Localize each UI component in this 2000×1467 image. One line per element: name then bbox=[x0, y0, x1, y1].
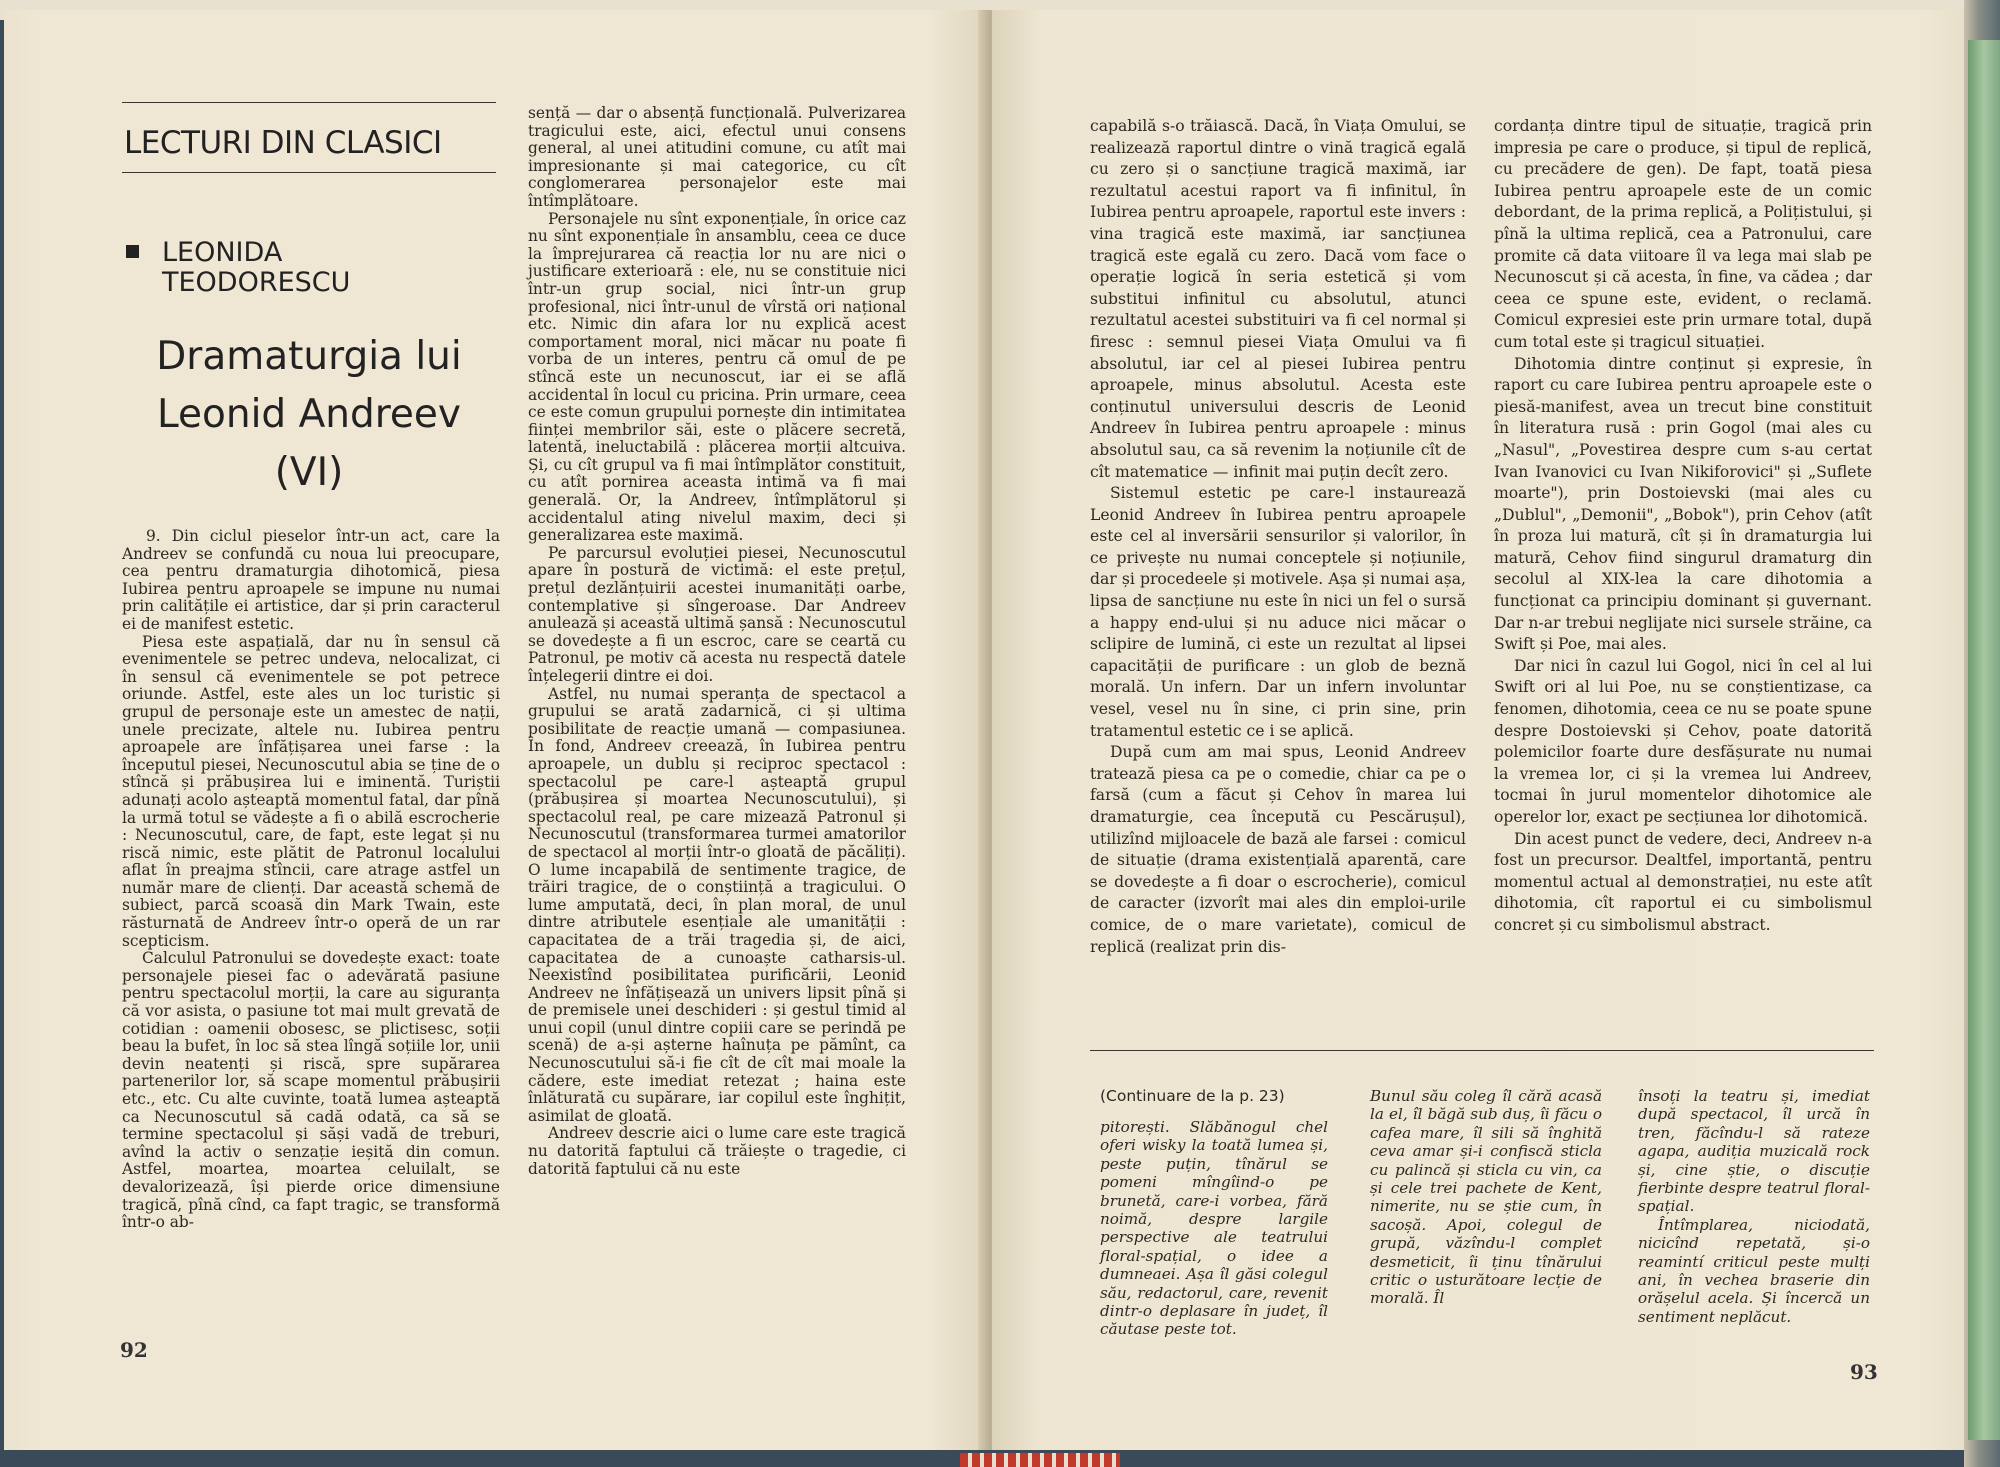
paragraph: Personajele nu sînt exponențiale, în orice caz nu sînt exponențiale în ansamblu, ceea ce duce la împrejurarea că reacția lor nu are nici o justificare exterioară : ele, nu se constituie nici într-un grup social, nici într-un grup profesional, nici într-unul de vîrstă ori național etc. Nimic din afara lor nu explică acest comportament moral, nici măcar nu poate fi vorba de un interes, pentru că omul de pe stîncă este un necunoscut, iar ei se află accidental în locul cu pricina. Prin urmare, ceea ce este comun grupului pornește din intimitatea ființei membrilor săi, este o plăcere secretă, latentă, ineluctabilă : plăcerea morții altcuiva. Și, cu cît grupul va fi mai întîmplător constituit, cu atît pornirea aceasta intimă va fi mai generală. Or, la Andreev, întîmplătorul și accidentalul ating nivelul maxim, deci și generalizarea este maximă. bbox=[528, 209, 906, 545]
paragraph: Astfel, nu numai speranța de spectacol a grupului se arată zadarnică, ci și ultima posibilitate de reacție umană — compasiunea. În fond, Andreev creează, în Iubirea pentru aproapele, un dublu și reciproc spectacol : spectacolul pe care-l așteaptă grupul (prăbușirea și moartea Necunoscutului), și spectacolul real, pe care mizează Patronul și Necunoscutul (transformarea turmei amatorilor de spectacol al morții într-o gloată de păcăliți). O lume incapabilă de sentimente tragice, de trăiri tragice, de o conștiință a tragicului. O lume amputată, deci, în plan moral, de unul dintre atributele esențiale ale umanității : capacitatea de a trăi tragedia și, de aici, capacitatea de a cunoaște catharsis-ul. Neexistînd posibilitatea purificării, Leonid Andreev ne înfățișează un univers lipsit pînă și de premisele unei deschideri : și gestul timid al unui copil (unul dintre copiii care se perindă pe scenă) de a-și așterne haînuța pe pămînt, ca Necunoscutului să-i fie cît de cît mai moale la cădere, este imediat retezat ; haina este înlăturată cu supărare, iar copilul este înghițit, asimilat de gloată. bbox=[528, 684, 906, 1125]
article-title bbox=[124, 328, 494, 502]
paragraph: Întîmplarea, niciodată, nicicînd repetată, și-o reamintí criticul peste mulți ani, în vechea braserie din orășelul acela. Și încercă un sentiment neplăcut. bbox=[1638, 1215, 1870, 1326]
page-number-left: 92 bbox=[120, 1338, 148, 1362]
paragraph: După cum am mai spus, Leonid Andreev tratează piesa ca pe o comedie, chiar ca pe o farsă (cum a făcut și Cehov în marea lui dramaturgie, cea începută cu Pescărușul), utilizînd mijloacele de bază ale farsei : comicul de situație (drama existențială aparentă, care se dovedește a fi doar o escrocherie), comicul de caracter (izvorît mai ales din emploi-urile comice, de o mare varietate), comicul de replică (realizat prin dis- bbox=[1090, 743, 1466, 956]
paragraph: Calculul Patronului se dovedește exact: toate personajele piesei fac o adevărată pasiune pentru spectacolul morții, la care au siguranța că vor asista, o pasiune tot mai mult grevată de cotidian : oamenii obosesc, se plictisesc, soții beau la bufet, în loc să stea lîngă soțiile lor, unii devin neatenți și riscă, spre supărarea partenerilor lor, să scape momentul prăbușirii etc., etc. Cu alte cuvinte, toată lumea așteaptă ca Necunoscutul să cadă odată, ca să se termine spectacolul și săși vadă de treburi, avînd la activ o senzație ieșită din comun. Astfel, moartea, moartea celuilalt, se devalorizează, își pierde orice dimensiune tragică, pînă cînd, ca fapt tragic, se transformă într-o ab- bbox=[122, 949, 500, 1232]
paragraph: capabilă s-o trăiască. Dacă, în Viața Omului, se realizează raportul dintre o vină tragică egală cu zero și o sancțiune tragică maximă, iar rezultatul acestui raport va fi infinitul, în Iubirea pentru aproapele, raportul este invers : vina tragică este maximă, iar sancțiunea tragică este egală cu zero. Dacă vom face o operație logică în seria estetică și vom substitui infinitul cu absolutul, atunci rezultatul acestei substituiri va fi cel normal și firesc : semnul piesei Viața Omului va fi absolutul, iar cel al piesei Iubirea pentru aproapele, minus absolutul. Acesta este conținutul universului descris de Leonid Andreev în Iubirea pentru aproapele : minus absolutul sau, ca să revenim la noțiunile cît de cît matematice — infinit mai puțin decît zero. bbox=[1090, 117, 1466, 481]
title-line: (VI) bbox=[274, 450, 344, 495]
paragraph: Piesa este aspațială, dar nu în sensul că evenimentele se petrec undeva, nelocalizat, ci în sensul că evenimentele se pot petrece oriunde. Astfel, este ales un loc turistic și grupul de personaje este un amestec de nații, unele precizate, altele nu. Iubirea pentru aproapele are înfățișarea unei farse : la începutul piesei, Necunoscutul abia se ține de o stîncă și prăbușirea lui e iminentă. Turiștii adunați acolo așteaptă momentul fatal, dar pînă la urmă totul se vădește a fi o abilă escrocherie : Necunoscutul, care, de fapt, este legat și nu riscă nimic, este plătit de Patronul localului aflat în preajma stîncii, care atrage astfel un număr mare de clienți. Dar această schemă de subiect, parcă scoasă din Mark Twain, este răsturnată de Andreev într-o operă de un rar scepticism. bbox=[122, 632, 500, 950]
paragraph: Dar nici în cazul lui Gogol, nici în cel al lui Swift ori al lui Poe, nu se conștientizase, ca fenomen, dihotomia, ceea ce nu se poate spune despre Dostoievski și Cehov, poate datorită polemicilor foarte dure desfășurate nu numai la vremea lor, ci și la vremea lui Andreev, tocmai în jurul momentelor dihotomice ale operelor lor, exact pe secțiunea lor dihotomică. bbox=[1494, 656, 1872, 826]
paragraph: 9. Din ciclul pieselor într-un act, care la Andreev se confundă cu noua lui preocupare, cea pentru dramaturgia dihotomică, piesa Iubirea pentru aproapele se impune nu numai prin calitățile ei artistice, dar și prin caracterul ei de manifest estetic. bbox=[122, 527, 500, 633]
title-line: Leonid Andreev bbox=[156, 392, 461, 437]
author-last-name: TEODORESCU bbox=[162, 267, 351, 298]
right-page bbox=[992, 10, 1964, 1450]
paragraph: sență — dar o absență funcțională. Pulverizarea tragicului este, aici, efectul unui consens general, al unei atitudini comune, cu atît mai impresionante și mai categorice, cu cît conglomerarea personajelor este mai întîmplătoare. bbox=[528, 104, 906, 210]
paragraph: însoți la teatru și, imediat după spectacol, îl urcă în tren, făcîndu-l să rateze agapa, audiția muzicală rock și, cine știe, o discuție fierbinte despre teatrul floral-spațial. bbox=[1638, 1087, 1870, 1216]
text-column-4 bbox=[1494, 116, 1872, 937]
left-page bbox=[4, 10, 988, 1450]
paragraph: Din acest punct de vedere, deci, Andreev n-a fost un precursor. Dealtfel, importantă, pentru momentul actual al demonstrației, nu este atît dihotomia, cît raportul ei cu simbolismul concret și cu simbolismul abstract. bbox=[1494, 829, 1872, 934]
continuation-label: (Continuare de la p. 23) bbox=[1100, 1087, 1285, 1105]
text-column-2 bbox=[528, 105, 906, 1178]
page-edge-strip bbox=[1968, 40, 2000, 1440]
continuation-column-2 bbox=[1370, 1087, 1602, 1308]
bullet-square-icon bbox=[126, 245, 139, 258]
paragraph: pitorești. Slăbănogul chel oferi wisky la toată lumea și, peste puțin, tînărul se pomeni mîngîind-o pe brunetă, care-i vorbea, fără noimă, despre largile perspective ale teatrului floral-spațial, o idee a dumneaei. Așa îl găsi colegul său, redactorul, care, revenit dintr-o deplasare în județ, îl căutase peste tot. bbox=[1100, 1118, 1328, 1339]
section-rule-top bbox=[122, 102, 496, 103]
paragraph: Dihotomia dintre conținut și expresie, în raport cu care Iubirea pentru aproapele este o piesă-manifest, avea un trecut bine constituit în literatura rusă : prin Gogol (mai ales cu „Nasul", „Povestirea despre cum s-au certat Ivan Ivanovici cu Ivan Nikiforovici" și „Suflete moarte"), prin Dostoievski (mai ales cu „Dublul", „Demonii", „Bobok"), prin Cehov (atît în proza lui matură, cît și în dramaturgia lui matură, Cehov fiind singurul dramaturg din secolul al XIX-lea la care dihotomia a funcționat ca principiu dominant și guvernant. Dar n-ar trebui neglijate nici sursele străine, ca Swift și Poe, mai ales. bbox=[1494, 354, 1872, 654]
title-line: Dramaturgia lui bbox=[156, 334, 462, 379]
section-rule-bottom bbox=[122, 172, 496, 173]
paragraph: cordanța dintre tipul de situație, tragică prin impresia pe care o produce, și tipul de replică, cu precădere de gen). De fapt, toată piesa Iubirea pentru aproapele este de un comic debordant, de la prima replică, a Polițistului, și pînă la ultima replică, cea a Patronului, care promite că data viitoare îl va lega mai slab pe Necunoscut și că acesta, în fine, va cădea ; dar ceea ce spune este, evident, o reclamă. Comicul expresiei este prin urmare total, după cum total este și tragicul situației. bbox=[1494, 117, 1872, 351]
author-name bbox=[126, 238, 486, 298]
text-column-1 bbox=[122, 528, 500, 1232]
continuation-rule bbox=[1090, 1050, 1874, 1051]
continuation-column-1 bbox=[1100, 1118, 1328, 1339]
continuation-column-3 bbox=[1638, 1087, 1870, 1326]
page-number-right: 93 bbox=[1850, 1360, 1878, 1384]
paragraph: Pe parcursul evoluției piesei, Necunoscutul apare în postură de victimă: el este prețul, prețul dezlănțuirii acestei inumanități oarbe, contemplative și sîngeroase. Dar Andreev anulează și această ultimă șansă : Necunoscutul se dovedește a fi un escroc, care se ceartă cu Patronul, pe motiv că acesta nu respectă datele înțelegerii dintre ei doi. bbox=[528, 543, 906, 685]
paragraph: Bunul său coleg îl cără acasă la el, îl băgă sub duș, îi făcu o cafea mare, îl sili să înghită ceva amar și-i confiscă sticla cu palincă și sticla cu vin, ca și cele trei pachete de Kent, nimerite, nu se știe cum, în sacoșă. Apoi, colegul de grupă, văzîndu-l complet desmeticit, îi ținu tînărului critic o usturătoare lecție de morală. Îl bbox=[1370, 1087, 1602, 1308]
author-first-name: LEONIDA bbox=[162, 237, 283, 268]
paragraph: Sistemul estetic pe care-l instaurează Leonid Andreev în Iubirea pentru aproapele este cel al inversării sensurilor și valorilor, în ce privește nu numai conceptele și noțiunile, dar și procedeele și motivele. Așa și numai așa, lipsa de sancțiune nu este în nici un fel o sursă a happy end-ului și nu aduce nici măcar o sclipire de lumină, ci este un rezultat al lipsei capacității de purificare : un glob de beznă morală. Un infern. Dar un infern involuntar vesel, vesel nu în sine, ci prin sine, prin tratamentul estetic ce i se aplică. bbox=[1090, 484, 1466, 740]
text-column-3 bbox=[1090, 116, 1466, 958]
section-label: LECTURI DIN CLASICI bbox=[124, 125, 442, 161]
paragraph: Andreev descrie aici o lume care este tragică nu datorită faptului că trăiește o tragedie, ci datorită faptului că nu este bbox=[528, 1124, 906, 1178]
bookmark-ribbon bbox=[960, 1453, 1120, 1467]
